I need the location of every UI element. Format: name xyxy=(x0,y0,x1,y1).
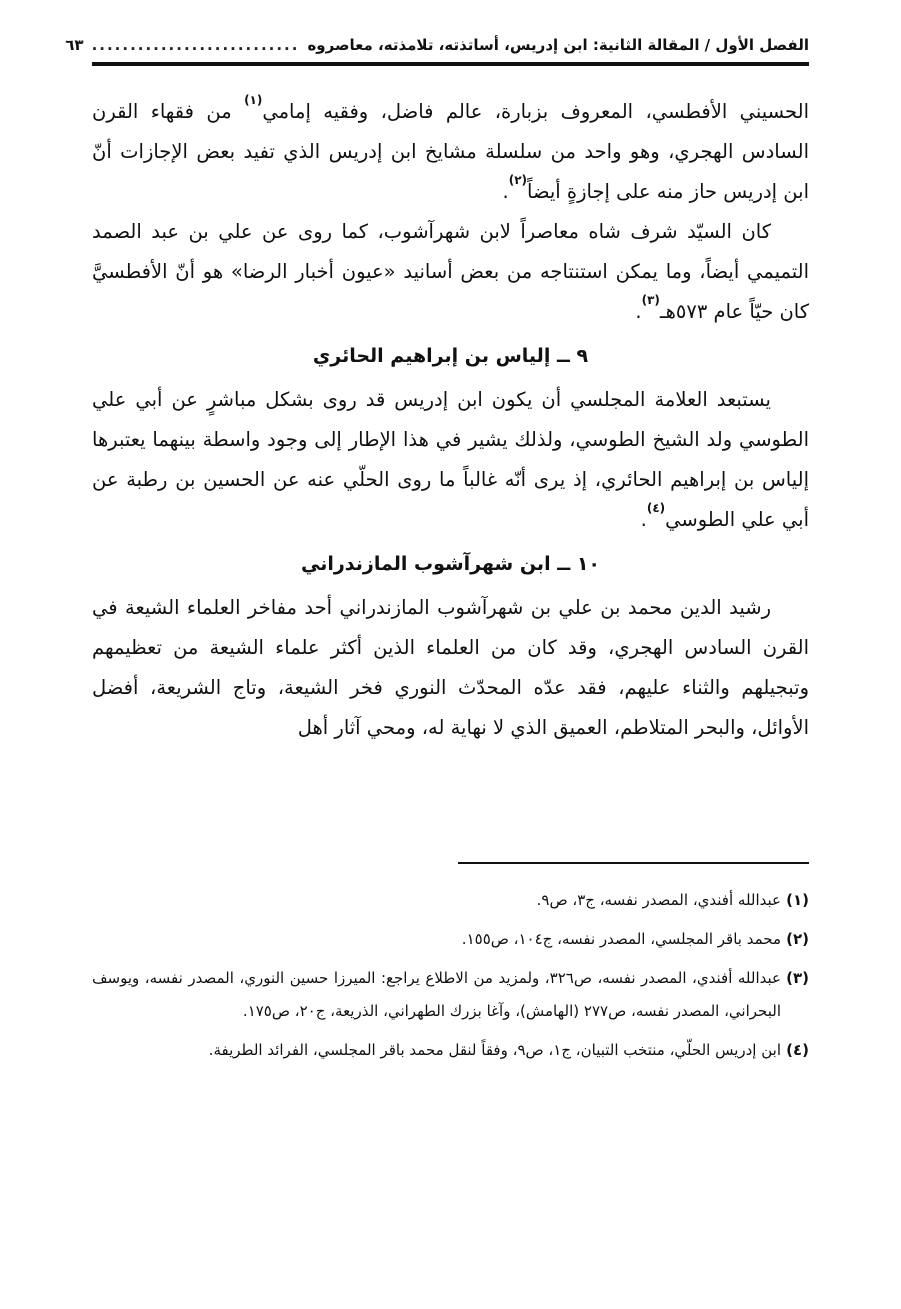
footnote-number: (١) xyxy=(786,891,809,909)
header-rule xyxy=(92,62,809,66)
footnote-text: ابن إدريس الحلّي، منتخب التبيان، ج١، ص٩، وفقاً لنقل محمد باقر المجلسي، الفرائد الطريفة. xyxy=(208,1041,781,1059)
footnote-ref-4: (٤) xyxy=(646,501,666,515)
paragraph-2-end: . xyxy=(635,300,642,323)
main-text xyxy=(92,92,809,748)
paragraph-1-part-a: الحسيني الأفطسي، المعروف بزبارة، عالم فاضل، وفقيه إمامي xyxy=(262,100,809,123)
footnote-separator xyxy=(458,862,809,864)
footnote-text: محمد باقر المجلسي، المصدر نفسه، ج١٠٤، ص١٥٥. xyxy=(461,930,781,948)
footnote-3 xyxy=(92,962,809,1028)
footnote-number: (٤) xyxy=(786,1041,809,1059)
paragraph-3-text: يستبعد العلامة المجلسي أن يكون ابن إدريس قد روى بشكل مباشرٍ عن أبي علي الطوسي ولد الشيخ الطوسي، ولذلك يشير في هذا الإطار إلى وجود واسطة بينهما يعتبرها إلياس بن إبراهيم الحائري، إذ يرى أنّه غالباً ما روى الحلّي عنه عن الحسين بن رطبة عن أبي علي الطوسي xyxy=(92,388,809,531)
footnotes xyxy=(92,884,809,1073)
paragraph-1 xyxy=(92,92,809,212)
footnote-text: عبدالله أفندي، المصدر نفسه، ص٣٢٦، ولمزيد من الاطلاع يراجع: الميرزا حسين النوري، المصدر نفسه، ويوسف البحراني، المصدر نفسه، ص٢٧٧ (الهامش)، وآغا بزرك الطهراني، الذريعة، ج٢٠، ص١٧٥. xyxy=(92,969,781,1020)
footnote-ref-2: (٢) xyxy=(508,173,528,187)
paragraph-3-end: . xyxy=(640,508,647,531)
paragraph-2 xyxy=(92,212,809,332)
section-heading-9: ٩ ــ إلياس بن إبراهيم الحائري xyxy=(312,345,589,367)
paragraph-4: رشيد الدين محمد بن علي بن شهرآشوب المازندراني أحد مفاخر العلماء الشيعة في القرن السادس الهجري، وقد كان من العلماء الذين أكثر علماء الشيعة من تعظيمهم وتبجيلهم والثناء عليهم، فقد عدّه المحدّث النوري فخر الشيعة، وتاج الشريعة، أفضل الأوائل، والبحر المتلاطم، العميق الذي لا نهاية له، ومحي آثار أهل xyxy=(92,596,809,739)
footnote-number: (٢) xyxy=(786,930,809,948)
page-number: ٦٣ xyxy=(65,36,84,54)
footnote-2 xyxy=(92,923,809,956)
header-title: الفصل الأول / المقالة الثانية: ابن إدريس، أساتذته، تلامذته، معاصروه xyxy=(307,36,809,54)
footnote-1 xyxy=(92,884,809,917)
paragraph-1-end: . xyxy=(502,180,509,203)
footnote-ref-1: (١) xyxy=(244,93,263,107)
header-leader-dots: ........................... xyxy=(91,36,300,54)
paragraph-2-text: كان السيّد شرف شاه معاصراً لابن شهرآشوب، كما روى عن علي بن عبد الصمد التميمي أيضاً، وما يمكن استنتاجه من بعض أسانيد «عيون أخبار الرضا» هو أنّ الأفطسيَّ كان حيّاً عام ٥٧٣هـ xyxy=(92,220,809,323)
footnote-number: (٣) xyxy=(786,969,809,987)
footnote-ref-3: (٣) xyxy=(641,293,660,307)
running-header xyxy=(65,30,809,60)
section-heading-10: ١٠ ــ ابن شهرآشوب المازندراني xyxy=(300,553,601,575)
paragraph-3 xyxy=(92,380,809,540)
footnote-4 xyxy=(92,1034,809,1067)
footnote-text: عبدالله أفندي، المصدر نفسه، ج٣، ص٩. xyxy=(536,891,781,909)
paragraph-1-part-b: من فقهاء القرن السادس الهجري، وهو واحد من سلسلة مشايخ ابن إدريس الذي تفيد بعض الإجازات أنّ ابن إدريس حاز منه على إجازةٍ أيضاً xyxy=(92,100,809,203)
